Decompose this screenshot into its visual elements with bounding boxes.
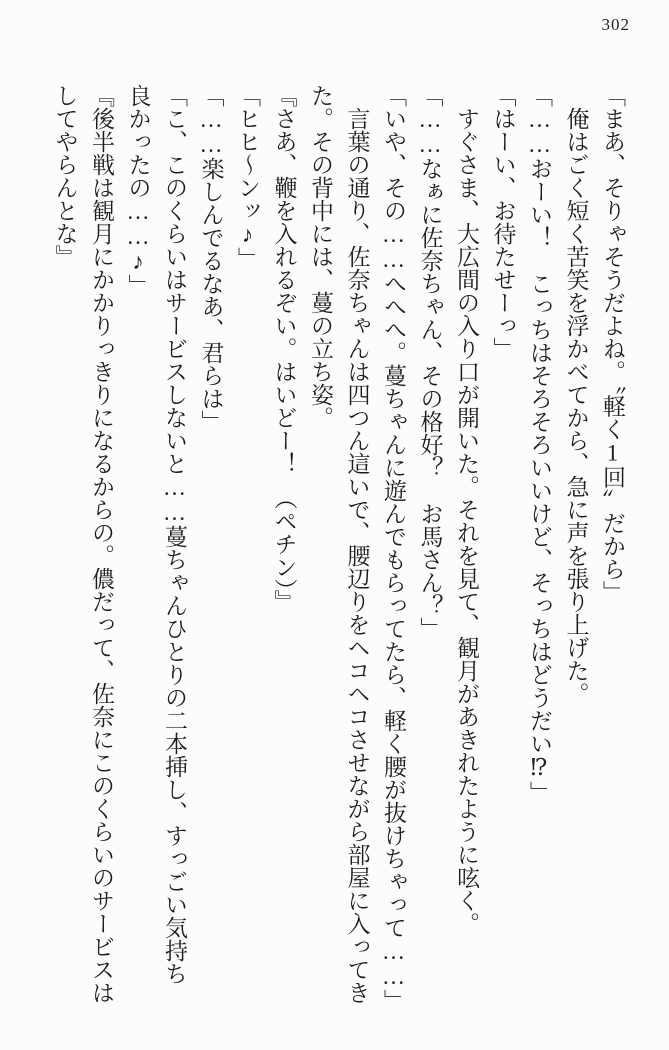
paragraph: 「ヒヒ〜ンッ♪」 <box>235 84 260 270</box>
paragraph: 俺はごく短く苦笑を浮かべてから、急に声を張り上げた。 <box>563 107 589 705</box>
page-text-body <box>46 84 630 1012</box>
page-number: 302 <box>601 15 630 34</box>
paragraph: 「まあ、そりゃそうだよね。〝軽く1回〟だから」 <box>600 84 625 604</box>
paragraph: 「こ、このくらいはサービスしないと……蔓ちゃんひとりの二本挿し、すっごい気持ち良かったの……♪」 <box>125 84 187 985</box>
paragraph: 『後半戦は観月にかかりっきりになるからの。儂だって、佐奈にこのくらいのサービスはしてやらんとな』 <box>52 84 114 1004</box>
paragraph: 「……楽しんでるなあ、君らは」 <box>198 84 224 433</box>
paragraph: 「はーい、お待たせーっ」 <box>490 84 516 360</box>
paragraph: 「いや、その……へへへ。蔓ちゃんに遊んでもらってたら、軽く腰が抜けちゃって……」 <box>381 84 406 1012</box>
paragraph: 言葉の通り、佐奈ちゃんは四つん這いで、腰辺りをヘコヘコさせながら部屋に入ってきた。その背中には、蔓の立ち姿。 <box>308 84 370 1004</box>
paragraph: 「……なぁに佐奈ちゃん、その格好？ お馬さん？」 <box>417 84 443 640</box>
paragraph: すぐさま、大広間の入り口が開いた。それを見て、観月があきれたように呟く。 <box>454 107 479 935</box>
paragraph: 「……おーい！ こっちはそろそろいいけど、そっちはどうだい⁉」 <box>527 84 552 804</box>
paragraph: 『さあ、鞭を入れるぞい。はいどー！ （ペチン）』 <box>271 84 297 613</box>
